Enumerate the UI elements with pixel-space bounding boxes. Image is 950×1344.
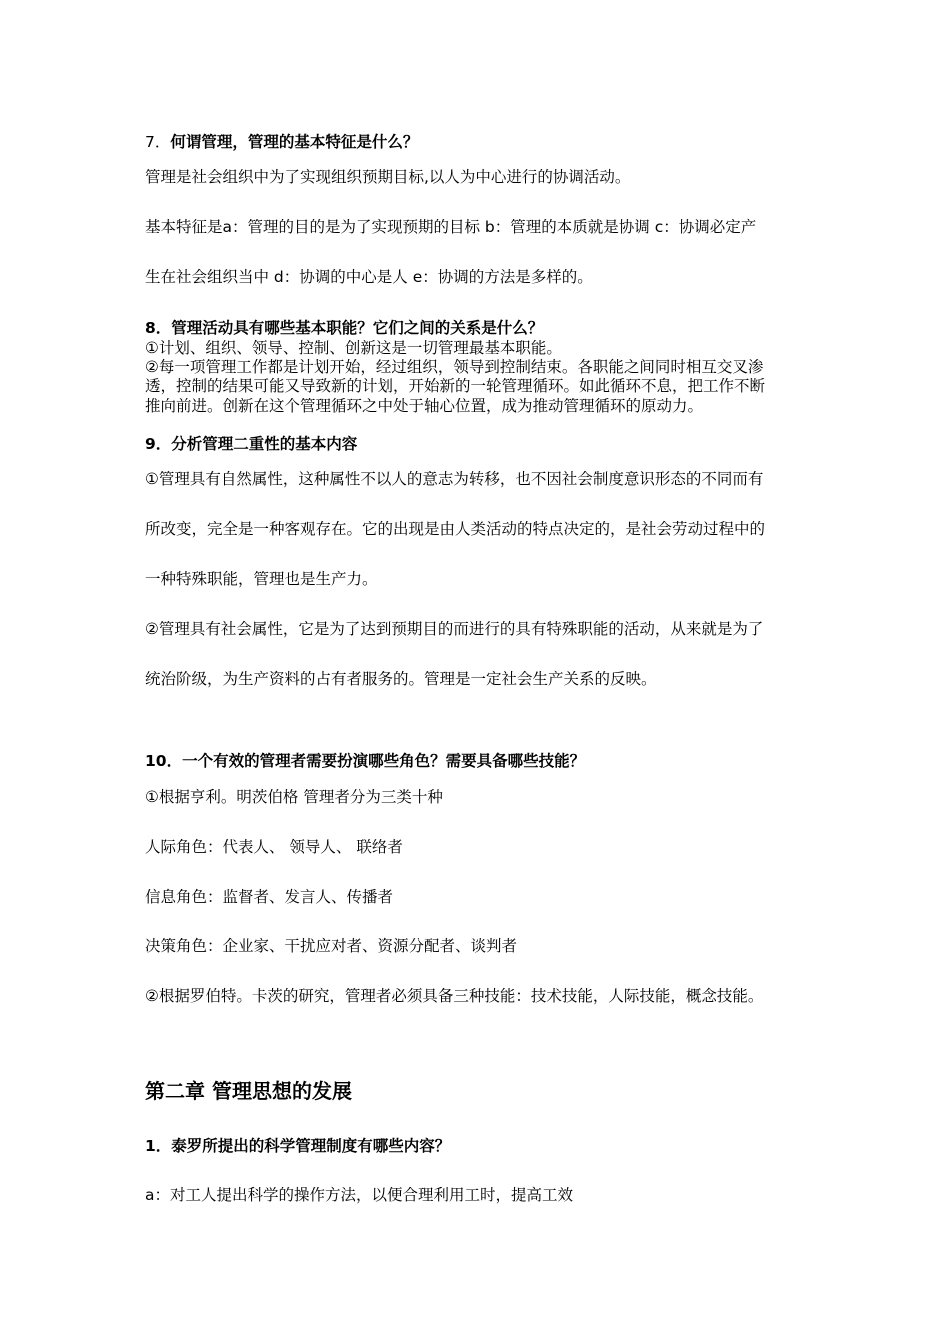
q9-line: ①管理具有自然属性，这种属性不以人的意志为转移，也不因社会制度意识形态的不同而有 bbox=[145, 470, 764, 488]
q7-heading bbox=[145, 132, 418, 152]
q7-number: 7． bbox=[145, 133, 171, 151]
q8-line: ①计划、组织、领导、控制、创新这是一切管理最基本职能。 bbox=[145, 339, 562, 357]
q8-line: ②每一项管理工作都是计划开始，经过组织，领导到控制结束。各职能之间同时相互交叉渗 bbox=[145, 358, 764, 376]
q9-title: 9．分析管理二重性的基本内容 bbox=[145, 435, 358, 453]
q10-line: 信息角色：监督者、发言人、传播者 bbox=[145, 888, 394, 906]
chapter-heading: 第二章 管理思想的发展 bbox=[145, 1079, 352, 1103]
q10-title: 10．一个有效的管理者需要扮演哪些角色？需要具备哪些技能？ bbox=[145, 752, 586, 770]
q9-line: 一种特殊职能，管理也是生产力。 bbox=[145, 570, 378, 588]
q7-paragraph-2: 基本特征是a：管理的目的是为了实现预期的目标 b：管理的本质就是协调 c：协调必定产 bbox=[145, 218, 757, 236]
q7-title: 何谓管理，管理的基本特征是什么？ bbox=[170, 133, 419, 151]
q9-line: ②管理具有社会属性，它是为了达到预期目的而进行的具有特殊职能的活动，从来就是为了 bbox=[145, 620, 764, 638]
q10-line: 决策角色：企业家、干扰应对者、资源分配者、谈判者 bbox=[145, 937, 518, 955]
chapter2-q1-answer-a: a：对工人提出科学的操作方法，以便合理利用工时，提高工效 bbox=[145, 1186, 574, 1204]
q8-line: 透，控制的结果可能又导致新的计划，开始新的一轮管理循环。如此循环不息，把工作不断 bbox=[145, 377, 766, 395]
chapter2-q1-title: 1．泰罗所提出的科学管理制度有哪些内容？ bbox=[145, 1137, 451, 1155]
q10-line: ①根据亨利。明茨伯格 管理者分为三类十种 bbox=[145, 788, 443, 806]
q7-paragraph-1: 管理是社会组织中为了实现组织预期目标,以人为中心进行的协调活动。 bbox=[145, 168, 631, 186]
q10-line: ②根据罗伯特。卡茨的研究，管理者必须具备三种技能：技术技能，人际技能，概念技能。 bbox=[145, 987, 764, 1005]
q9-line: 所改变，完全是一种客观存在。它的出现是由人类活动的特点决定的，是社会劳动过程中的 bbox=[145, 520, 766, 538]
q8-line: 推向前进。创新在这个管理循环之中处于轴心位置，成为推动管理循环的原动力。 bbox=[145, 397, 704, 415]
q8-title: 8．管理活动具有哪些基本职能？它们之间的关系是什么？ bbox=[145, 319, 544, 337]
q10-line: 人际角色：代表人、 领导人、 联络者 bbox=[145, 838, 403, 856]
q7-paragraph-3: 生在社会组织当中 d：协调的中心是人 e：协调的方法是多样的。 bbox=[145, 268, 593, 286]
q9-line: 统治阶级，为生产资料的占有者服务的。管理是一定社会生产关系的反映。 bbox=[145, 670, 657, 688]
